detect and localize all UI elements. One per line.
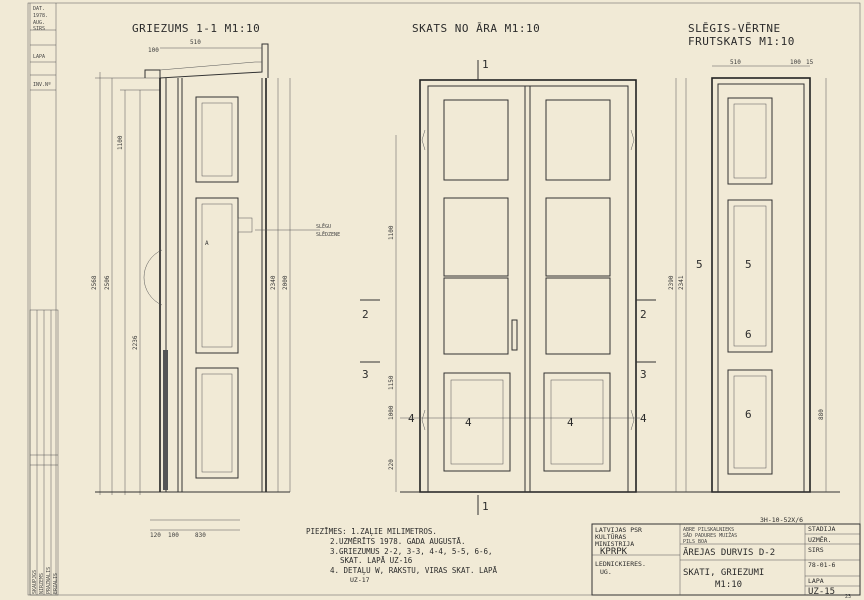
section-mark-1-top: 1 [482, 58, 489, 71]
dim-left-4: 2236 [132, 335, 139, 350]
section-mark-2-right: 2 [640, 308, 647, 321]
stamp-name-1: SKAUPJGS [32, 569, 38, 594]
section-mark-3-left: 3 [362, 368, 369, 381]
stamp-name-3: PRAZNALIS [46, 566, 52, 594]
tb-drawing-title: ĀREJAS DURVIS D-2 [683, 548, 776, 558]
note-3: 3.GRIEZUMUS 2-2, 3-3, 4-4, 5-5, 6-6, [330, 547, 493, 556]
notes-block [306, 527, 498, 584]
panel-number-left: 4 [465, 416, 472, 429]
note-4b: UZ-17 [350, 576, 370, 584]
stamp-sirs: SIRS [33, 26, 46, 32]
tb-lapa-value: UZ-15 [808, 587, 836, 597]
dim-left-3: 1100 [117, 135, 124, 150]
tb-project1: ABRE PILSKALNIEKS [683, 527, 735, 533]
stamp-month: AUG. [33, 20, 46, 26]
hinge-label: SLĒGU [316, 224, 332, 230]
tb-org4: KPRPK [600, 547, 628, 557]
outside-view-drawing [360, 58, 656, 515]
stamp-name-4: ERZALIS [53, 572, 59, 594]
tb-stage-value: UZMĒR. [808, 536, 832, 544]
dim-top-frame: 100 [148, 47, 159, 54]
dim-center-4: 220 [388, 459, 395, 470]
shutter-view-drawing [640, 59, 840, 492]
dim-right-top-1: 510 [730, 59, 741, 66]
tb-doc-no: 3H-10-52X/6 [760, 516, 804, 524]
dim-shutter-1: 2390 [668, 275, 675, 290]
stamp-lapa: LAPA [33, 54, 46, 60]
dim-right-2: 2000 [282, 275, 289, 290]
title-shutter-line1: SLĒGIS-VĒRTNE [688, 22, 781, 35]
note-2: 2.UZMĒRĪTS 1978. GADA AUGUSTĀ. [330, 537, 466, 546]
hinge-detail [238, 218, 252, 232]
wall-hatch [163, 350, 168, 490]
tb-lapa-label: LAPA [808, 577, 824, 585]
tb-org1: LATVIJAS PSR [595, 526, 642, 534]
stamp-dat: DAT. [33, 6, 46, 12]
section-mark-2-left: 2 [362, 308, 369, 321]
title-outside-view: SKATS NO ĀRA M1:10 [412, 22, 541, 35]
tb-drawing-sub: SKATI, GRIEZUMI [683, 568, 765, 578]
stamp-year: 1978. [33, 13, 49, 19]
section-1-1-drawing [91, 39, 340, 539]
dim-shutter-3: 880 [818, 409, 825, 420]
tb-stage-label: STADIJA [808, 525, 836, 533]
dim-center-2: 1150 [388, 375, 395, 390]
dim-center-3: 1000 [388, 405, 395, 420]
tb-org3: MINISTRIJA [595, 540, 635, 548]
door-handle [512, 320, 517, 350]
section-a-mark: A [205, 240, 209, 247]
dim-right-top-3: 15 [806, 59, 814, 66]
tb-sheet-label: SIRS [808, 546, 824, 554]
tb-date-value: 78-01-6 [808, 561, 836, 569]
dim-bottom-2: 100 [168, 532, 179, 539]
dim-right-1: 2340 [270, 275, 277, 290]
tb-project3: PILS BOA [683, 539, 708, 545]
revision-grid [30, 310, 59, 595]
note-4: 4. DETAĻU W, RAKSTU, VIRAS SKAT. LAPĀ [330, 566, 498, 575]
panel-number-5-left: 5 [696, 258, 703, 271]
side-stamp [30, 3, 56, 595]
section-mark-3-right: 3 [640, 368, 647, 381]
panel-number-6-lower: 6 [745, 408, 752, 421]
dim-left-1: 2568 [91, 275, 98, 290]
section-mark-1-bottom: 1 [482, 500, 489, 513]
section-mark-4-left: 4 [408, 412, 415, 425]
stamp-inv: INV.Nº [33, 82, 52, 88]
panel-number-6-upper: 6 [745, 328, 752, 341]
title-shutter-line2: FRUTSKATS M1:10 [688, 35, 795, 48]
section-mark-4-right: 4 [640, 412, 647, 425]
panel-number-5-center: 5 [745, 258, 752, 271]
tb-project2: SĀD PADURES MUIŽAS [683, 533, 738, 539]
dim-center-1: 1100 [388, 225, 395, 240]
tb-org2: KULTŪRAS [595, 533, 627, 541]
tb-scale: M1:10 [715, 580, 743, 590]
dim-bottom-4: 830 [195, 532, 206, 539]
dim-top-width: 510 [190, 39, 201, 46]
title-block [592, 516, 860, 597]
tb-dept: LEDNICKIERES. [595, 560, 646, 568]
tb-dept2: UG. [600, 568, 612, 576]
title-section-1-1: GRIEZUMS 1-1 M1:10 [132, 22, 261, 35]
note-3b: SKAT. LAPĀ UZ-16 [340, 556, 413, 565]
hinge-label-2: SLĒDZENE [316, 232, 341, 238]
dim-right-top-2: 100 [790, 59, 801, 66]
stamp-name-2: NIRZEMS [39, 572, 45, 594]
page-corner-number: 23 [845, 594, 852, 600]
dim-left-2: 2506 [104, 275, 111, 290]
note-1: PIEZĪMES: 1.ZAĻIE MILIMETROS. [306, 527, 437, 536]
dim-bottom-1: 120 [150, 532, 161, 539]
panel-number-right: 4 [567, 416, 574, 429]
dim-shutter-2: 2341 [678, 275, 685, 290]
